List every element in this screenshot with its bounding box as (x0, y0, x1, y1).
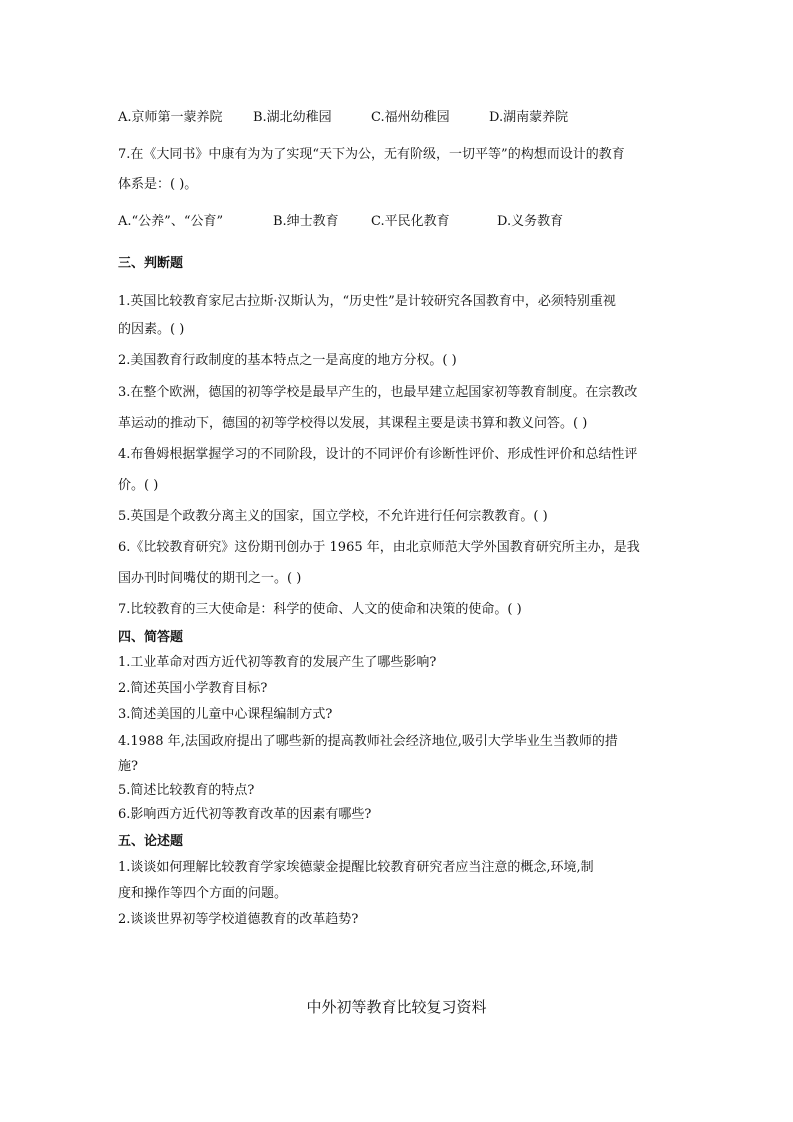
q6-option-a: A.京师第一蒙养院 (118, 110, 223, 125)
q7-option-d: D.义务教育 (497, 214, 564, 229)
short-line: 2.简述英国小学教育目标? (118, 681, 268, 696)
q7-option-a: A.“公养”、“公育” (118, 214, 224, 229)
q6-option-d: D.湖南蒙养院 (489, 110, 569, 125)
judge-line: 革运动的推动下，德国的初等学校得以发展，其课程主要是读书算和教义问答。( ) (118, 416, 588, 431)
q7-options (118, 214, 563, 230)
judge-line: 国办刊时间嘴仗的期刊之一。( ) (118, 571, 302, 586)
q6-option-b: B.湖北幼稚园 (253, 110, 332, 125)
short-line: 6.影响西方近代初等教育改革的因素有哪些? (118, 807, 372, 822)
q7-text-line-2: 体系是：( )。 (118, 177, 198, 192)
judge-line: 3.在整个欧洲，德国的初等学校是最早产生的，也最早建立起国家初等教育制度。在宗教改 (118, 385, 638, 400)
section-heading-essay: 五、论述题 (118, 834, 184, 849)
judge-line: 1.英国比较教育家尼古拉斯·汉斯认为，“历史性”是计较研究各国教育中，必须特别重视 (118, 294, 616, 309)
section-heading-short: 四、简答题 (118, 630, 184, 645)
judge-line: 价。( ) (118, 478, 159, 493)
essay-line: 1.谈谈如何理解比较教育学家埃德蒙金提醒比较教育研究者应当注意的概念,环境,制 (118, 860, 594, 875)
q6-option-c: C.福州幼稚园 (371, 110, 450, 125)
short-line: 5.简述比较教育的特点? (118, 783, 255, 798)
judge-line: 6.《比较教育研究》这份期刊创办于 1965 年，由北京师范大学外国教育研究所主办，是我 (118, 540, 640, 555)
q7-text-line-1: 7.在《大同书》中康有为为了实现“天下为公，无有阶级，一切平等”的构想而设计的教育 (118, 147, 625, 162)
judge-line: 7.比较教育的三大使命是：科学的使命、人文的使命和决策的使命。( ) (118, 602, 522, 617)
judge-line: 5.英国是个政教分离主义的国家，国立学校，不允许进行任何宗教教育。( ) (118, 509, 548, 524)
section-heading-judge: 三、判断题 (118, 256, 184, 271)
q6-options (118, 110, 568, 126)
essay-line: 度和操作等四个方面的问题。 (118, 886, 288, 901)
short-line: 施? (118, 759, 138, 774)
short-line: 4.1988 年,法国政府提出了哪些新的提高教师社会经济地位,吸引大学毕业生当教师的措 (118, 734, 618, 749)
judge-line: 的因素。( ) (118, 322, 185, 337)
short-line: 1.工业革命对西方近代初等教育的发展产生了哪些影响? (118, 655, 437, 670)
judge-line: 4.布鲁姆根据掌握学习的不同阶段，设计的不同评价有诊断性评价、形成性评价和总结性评 (118, 447, 638, 462)
judge-line: 2.美国教育行政制度的基本特点之一是高度的地方分权。( ) (118, 353, 457, 368)
page-footer-title: 中外初等教育比较复习资料 (306, 998, 487, 1016)
essay-line: 2.谈谈世界初等学校道德教育的改革趋势? (118, 912, 359, 927)
q7-option-c: C.平民化教育 (371, 214, 450, 229)
short-line: 3.简述美国的儿童中心课程编制方式? (118, 707, 333, 722)
q7-option-b: B.绅士教育 (273, 214, 339, 229)
